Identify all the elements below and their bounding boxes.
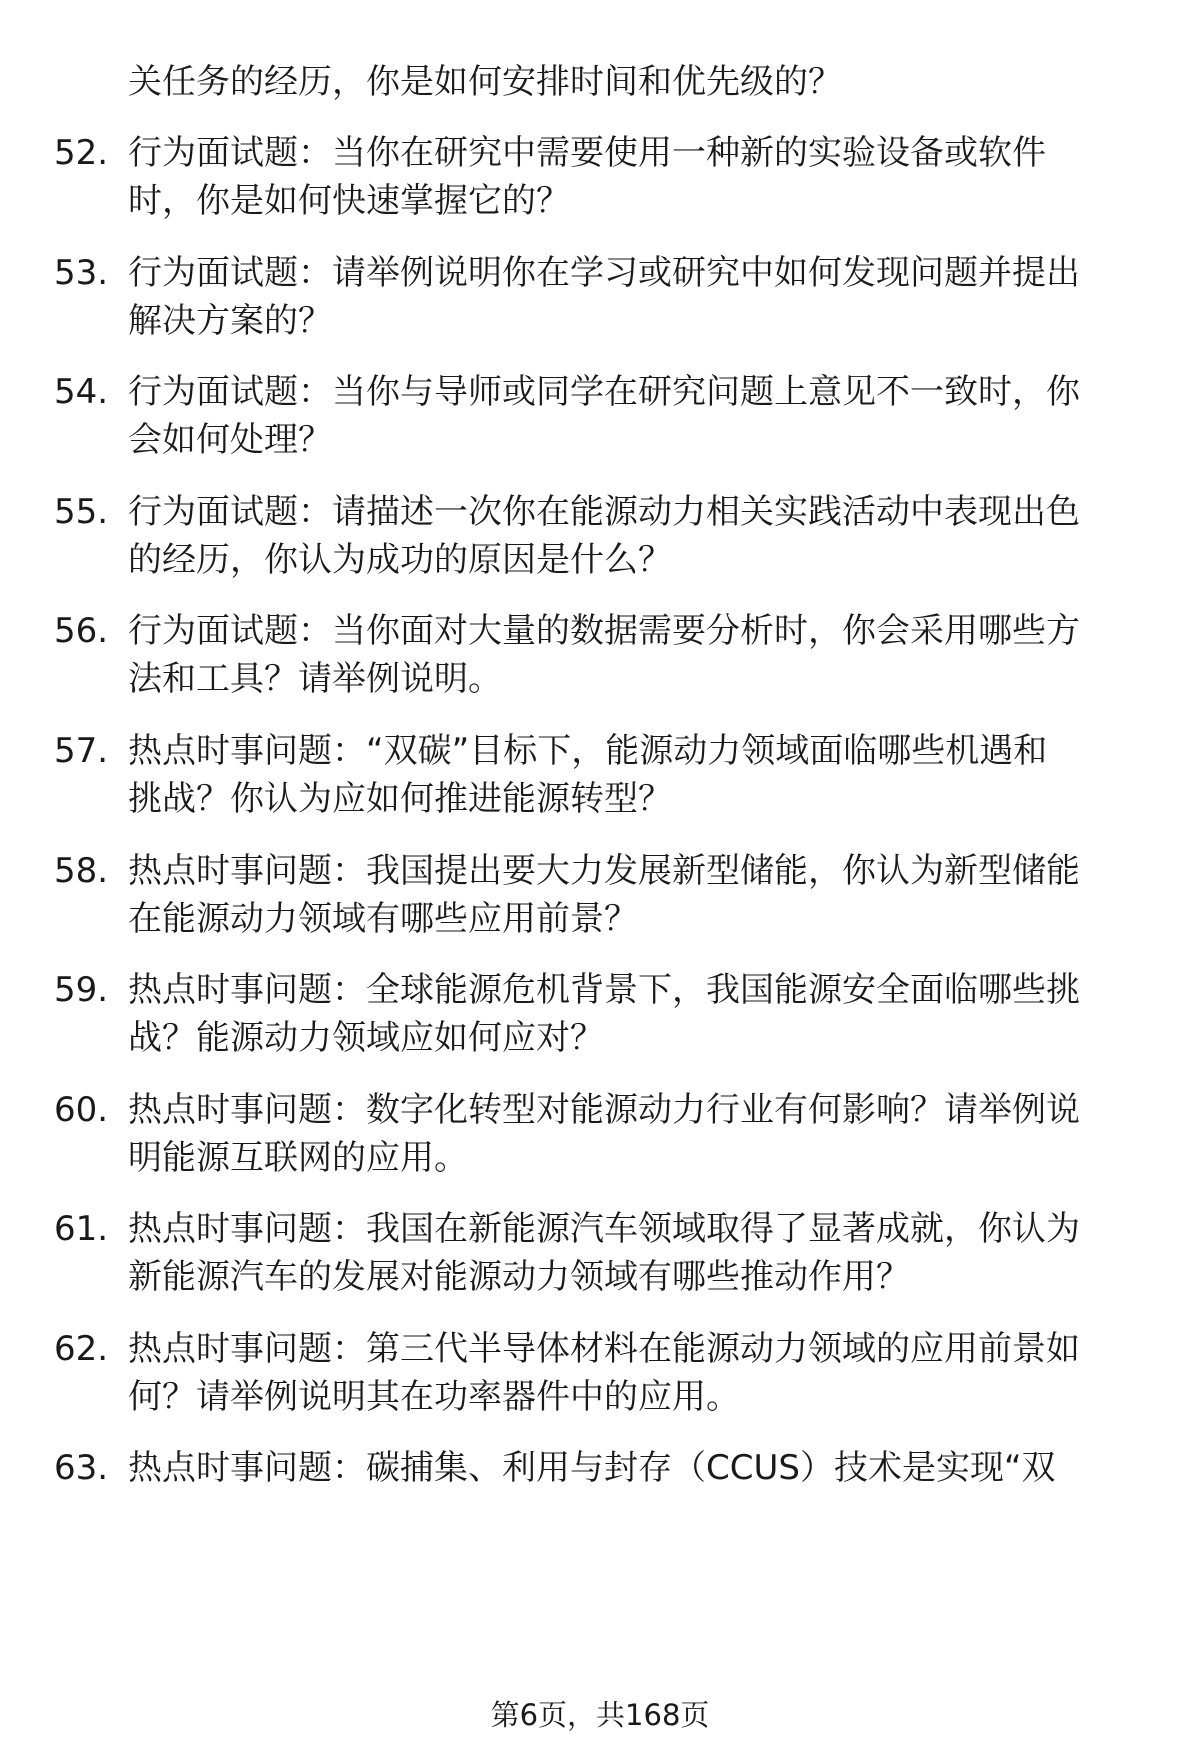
item-text-line: 热点时事问题：碳捕集、利用与封存（CCUS）技术是实现“双 [128, 1448, 1056, 1488]
item-number: 53. [54, 253, 109, 293]
item-text-line: 热点时事问题：我国提出要大力发展新型储能，你认为新型储能 [128, 851, 1080, 891]
item-number: 62. [54, 1329, 109, 1369]
item-text-line: 行为面试题：当你在研究中需要使用一种新的实验设备或软件 [128, 133, 1046, 173]
item-text-line: 解决方案的？ [128, 301, 332, 341]
item-text-line: 在能源动力领域有哪些应用前景？ [128, 899, 638, 939]
item-text-line: 行为面试题：当你与导师或同学在研究问题上意见不一致时，你 [128, 372, 1080, 412]
item-text-line: 新能源汽车的发展对能源动力领域有哪些推动作用？ [128, 1257, 910, 1297]
item-text-line: 法和工具？请举例说明。 [128, 659, 502, 699]
item-text-line: 热点时事问题：第三代半导体材料在能源动力领域的应用前景如 [128, 1329, 1080, 1369]
item-number: 54. [54, 372, 109, 412]
item-number: 57. [54, 731, 109, 771]
item-text-line: 何？请举例说明其在功率器件中的应用。 [128, 1377, 740, 1417]
item-text-line: 行为面试题：当你面对大量的数据需要分析时，你会采用哪些方 [128, 611, 1080, 651]
item-text-line: 挑战？你认为应如何推进能源转型？ [128, 779, 672, 819]
item-number: 55. [54, 492, 109, 532]
item-text-line: 时，你是如何快速掌握它的？ [128, 181, 570, 221]
item-number: 52. [54, 133, 109, 173]
item-number: 63. [54, 1448, 109, 1488]
item-text-line: 的经历，你认为成功的原因是什么？ [128, 540, 672, 580]
item-text-line: 战？能源动力领域应如何应对？ [128, 1018, 604, 1058]
item-number: 59. [54, 970, 109, 1010]
item-number: 58. [54, 851, 109, 891]
item-text-line: 热点时事问题：数字化转型对能源动力行业有何影响？请举例说 [128, 1090, 1080, 1130]
item-text-line: 热点时事问题：全球能源危机背景下，我国能源安全面临哪些挑 [128, 970, 1080, 1010]
item-text-line: 会如何处理？ [128, 420, 332, 460]
item-text-line: 行为面试题：请举例说明你在学习或研究中如何发现问题并提出 [128, 253, 1080, 293]
item-text-line: 热点时事问题：我国在新能源汽车领域取得了显著成就，你认为 [128, 1209, 1080, 1249]
item-number: 60. [54, 1090, 109, 1130]
item-text-line: 明能源互联网的应用。 [128, 1138, 468, 1178]
page-footer: 第6页，共168页 [490, 1698, 710, 1732]
item-number: 56. [54, 611, 109, 651]
item-text-line: 热点时事问题：“双碳”目标下，能源动力领域面临哪些机遇和 [128, 731, 1048, 771]
continuation-text: 关任务的经历，你是如何安排时间和优先级的？ [128, 62, 842, 102]
item-number: 61. [54, 1209, 109, 1249]
item-text-line: 行为面试题：请描述一次你在能源动力相关实践活动中表现出色 [128, 492, 1080, 532]
